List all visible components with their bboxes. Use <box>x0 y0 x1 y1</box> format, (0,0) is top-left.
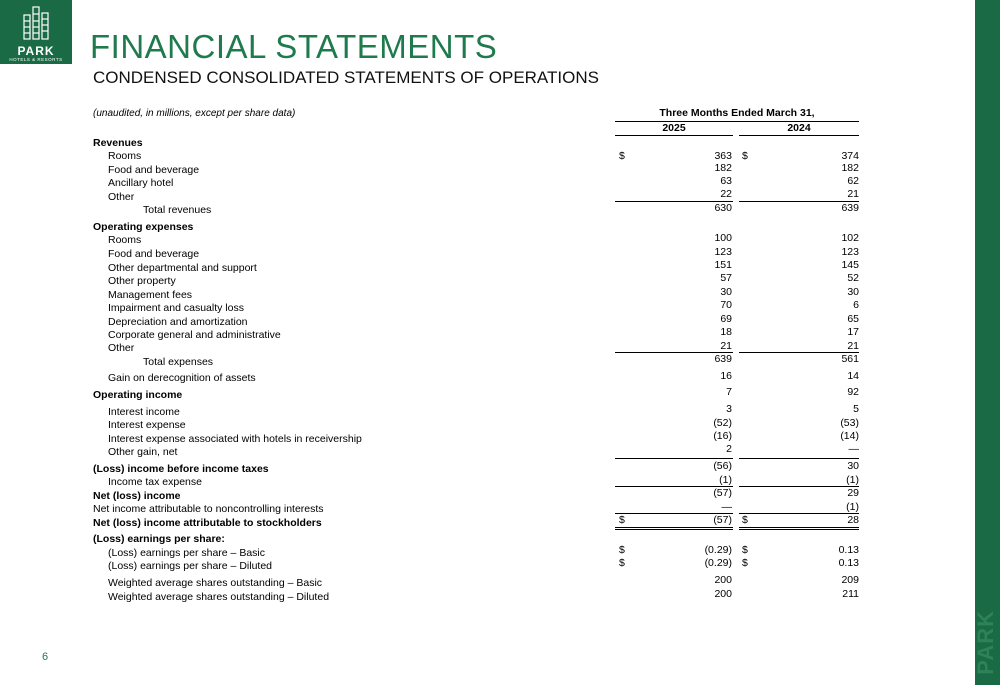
value-2024: 28 <box>847 514 859 526</box>
value-2024: 14 <box>847 370 859 382</box>
row-label: Ancillary hotel <box>108 177 174 189</box>
row-label: (Loss) earnings per share – Diluted <box>108 560 273 572</box>
row-label: Food and beverage <box>108 248 200 260</box>
logo-brand: PARK <box>17 44 55 58</box>
value-2025: 57 <box>720 272 732 284</box>
value-2025: 30 <box>720 286 732 298</box>
row-label: Total expenses <box>143 356 214 368</box>
value-2025: (52) <box>713 417 732 429</box>
row-label: (Loss) income before income taxes <box>93 463 269 475</box>
value-2025: 2 <box>726 443 732 455</box>
row-label: Net (loss) income attributable to stockholders <box>93 517 322 529</box>
value-2025: 63 <box>720 175 732 187</box>
value-2025: 70 <box>720 299 732 311</box>
dollar-sign: $ <box>742 544 748 556</box>
value-2024: 30 <box>847 460 859 472</box>
page-title: FINANCIAL STATEMENTS <box>90 28 498 65</box>
double-rule <box>739 529 859 530</box>
value-2025: 123 <box>714 246 732 258</box>
dollar-sign: $ <box>619 557 625 569</box>
row-label: Impairment and casualty loss <box>108 302 244 314</box>
value-2024: 374 <box>841 150 859 162</box>
row-label: Depreciation and amortization <box>108 316 248 328</box>
value-2025: 3 <box>726 403 732 415</box>
value-2025: 200 <box>714 588 732 600</box>
value-2025: 639 <box>714 353 732 365</box>
year-2025-header: 2025 <box>615 122 733 136</box>
value-2024: 29 <box>847 487 859 499</box>
total-rule <box>739 513 859 514</box>
value-2024: 62 <box>847 175 859 187</box>
row-label: Net income attributable to noncontrolling interests <box>93 503 324 515</box>
page-subtitle: CONDENSED CONSOLIDATED STATEMENTS OF OPERATIONS <box>93 68 599 87</box>
park-logo <box>0 0 72 64</box>
value-2025: (1) <box>719 474 732 486</box>
value-2025: 18 <box>720 326 732 338</box>
value-2024: 211 <box>842 588 859 600</box>
value-2024: — <box>848 443 859 455</box>
value-2025: 69 <box>720 313 732 325</box>
value-2025: 21 <box>720 340 732 352</box>
value-2024: 65 <box>847 313 859 325</box>
value-2025: 7 <box>726 386 732 398</box>
row-label: Net (loss) income <box>93 490 181 502</box>
value-2024: 0.13 <box>838 557 859 569</box>
watermark: PARK <box>973 610 998 675</box>
row-label: Other <box>108 342 135 354</box>
value-2024: 5 <box>853 403 859 415</box>
value-2024: 17 <box>847 326 859 338</box>
row-label: Rooms <box>108 234 142 246</box>
row-label: (Loss) earnings per share: <box>93 533 225 545</box>
total-rule <box>739 458 859 459</box>
value-2024: 209 <box>841 574 859 586</box>
value-2025: (0.29) <box>704 544 732 556</box>
double-rule <box>615 527 733 528</box>
value-2025: (57) <box>713 514 732 526</box>
value-2025: 182 <box>714 162 732 174</box>
value-2024: 0.13 <box>838 544 859 556</box>
side-band <box>975 0 1000 685</box>
value-2025: 22 <box>720 188 732 200</box>
row-label: (Loss) earnings per share – Basic <box>108 547 265 559</box>
row-label: Income tax expense <box>108 476 202 488</box>
value-2025: — <box>721 501 732 513</box>
page-number: 6 <box>42 651 49 663</box>
row-label: Weighted average shares outstanding – Diluted <box>108 591 330 603</box>
year-2024-header: 2024 <box>739 122 859 136</box>
value-2025: 363 <box>714 150 732 162</box>
value-2024: (14) <box>840 430 859 442</box>
dollar-sign: $ <box>619 514 625 526</box>
value-2024: 102 <box>841 232 859 244</box>
double-rule <box>615 529 733 530</box>
row-label: Other property <box>108 275 176 287</box>
row-label: Total revenues <box>143 204 212 216</box>
total-rule <box>739 486 859 487</box>
value-2024: (1) <box>846 501 859 513</box>
value-2024: 182 <box>841 162 859 174</box>
row-label: Other <box>108 191 135 203</box>
row-label: Other departmental and support <box>108 262 257 274</box>
row-label: Interest expense <box>108 419 186 431</box>
value-2025: 16 <box>720 370 732 382</box>
row-label: Weighted average shares outstanding – Basic <box>108 577 323 589</box>
value-2025: 200 <box>714 574 732 586</box>
total-rule <box>615 352 733 353</box>
value-2024: (1) <box>846 474 859 486</box>
value-2025: 100 <box>714 232 732 244</box>
row-label: Corporate general and administrative <box>108 329 281 341</box>
logo-subtitle: HOTELS & RESORTS <box>9 57 63 62</box>
dollar-sign: $ <box>619 544 625 556</box>
total-rule <box>615 458 733 459</box>
value-2024: 52 <box>847 272 859 284</box>
double-rule <box>739 527 859 528</box>
row-label: Operating income <box>93 389 183 401</box>
row-label: Revenues <box>93 137 143 149</box>
total-rule <box>615 201 733 202</box>
value-2025: (0.29) <box>704 557 732 569</box>
row-label: Interest expense associated with hotels in receivership <box>108 433 362 445</box>
total-rule <box>615 486 733 487</box>
total-rule <box>739 201 859 202</box>
row-label: Interest income <box>108 406 180 418</box>
row-label: Gain on derecognition of assets <box>108 372 256 384</box>
value-2025: (56) <box>713 460 732 472</box>
row-label: Management fees <box>108 289 193 301</box>
dollar-sign: $ <box>619 150 625 162</box>
row-label: Operating expenses <box>93 221 194 233</box>
row-label: Rooms <box>108 150 142 162</box>
value-2025: (57) <box>713 487 732 499</box>
row-label: Other gain, net <box>108 446 178 458</box>
value-2024: 145 <box>841 259 859 271</box>
value-2024: 639 <box>841 202 859 214</box>
building-icon <box>22 5 50 41</box>
value-2024: 92 <box>847 386 859 398</box>
value-2024: 561 <box>841 353 859 365</box>
value-2025: 151 <box>714 259 732 271</box>
value-2025: (16) <box>713 430 732 442</box>
table-note: (unaudited, in millions, except per share data) <box>93 108 296 119</box>
value-2024: 6 <box>853 299 859 311</box>
value-2024: 123 <box>841 246 859 258</box>
value-2024: 21 <box>847 188 859 200</box>
dollar-sign: $ <box>742 557 748 569</box>
value-2024: 21 <box>847 340 859 352</box>
value-2024: 30 <box>847 286 859 298</box>
period-header: Three Months Ended March 31, <box>615 107 859 122</box>
total-rule <box>615 513 733 514</box>
total-rule <box>739 352 859 353</box>
value-2025: 630 <box>714 202 732 214</box>
row-label: Food and beverage <box>108 164 200 176</box>
dollar-sign: $ <box>742 514 748 526</box>
value-2024: (53) <box>840 417 859 429</box>
dollar-sign: $ <box>742 150 748 162</box>
